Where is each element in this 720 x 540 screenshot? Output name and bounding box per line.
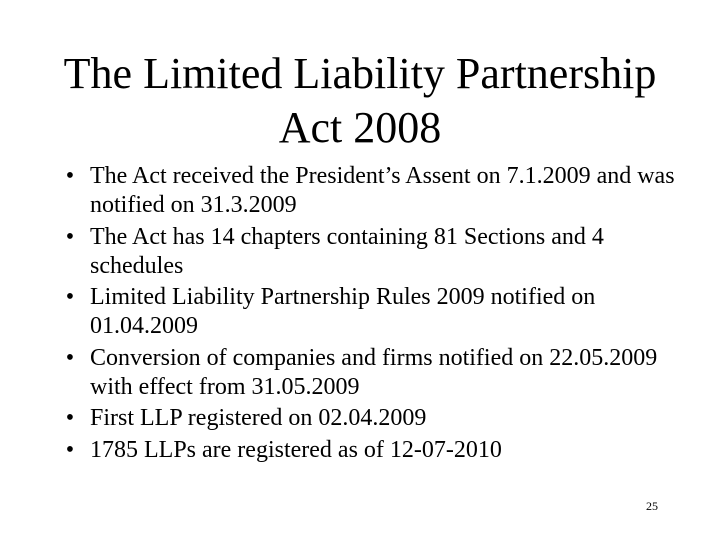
title-line-1: The Limited Liability Partnership [63, 49, 657, 98]
bullet-text: The Act received the President’s Assent on 7.1.2009 and was notified on 31.3.2009 [90, 163, 675, 218]
bullet-item [60, 223, 680, 281]
bullet-text: The Act has 14 chapters containing 81 Sections and 4 schedules [90, 223, 604, 279]
bullet-icon: • [65, 436, 75, 463]
bullet-item [60, 162, 680, 220]
bullet-list [60, 162, 680, 467]
bullet-icon: • [65, 284, 75, 310]
bullet-text: Limited Liability Partnership Rules 2009 notified on 01.04.2009 [90, 284, 596, 339]
slide-title [36, 47, 684, 155]
bullet-text: First LLP registered on 02.04.2009 [90, 405, 427, 431]
bullet-item [60, 404, 680, 433]
slide-number: 25 [646, 499, 658, 513]
bullet-icon: • [65, 163, 75, 189]
title-line-2: Act 2008 [278, 103, 442, 152]
bullet-icon: • [65, 405, 75, 431]
bullet-item [60, 283, 680, 341]
bullet-text: 1785 LLPs are registered as of 12-07-2010 [90, 436, 502, 463]
bullet-icon: • [65, 344, 75, 371]
bullet-item [60, 344, 680, 402]
bullet-item [60, 436, 680, 465]
bullet-icon: • [65, 223, 75, 250]
bullet-text: Conversion of companies and firms notified on 22.05.2009 with effect from 31.05.2009 [90, 344, 658, 400]
